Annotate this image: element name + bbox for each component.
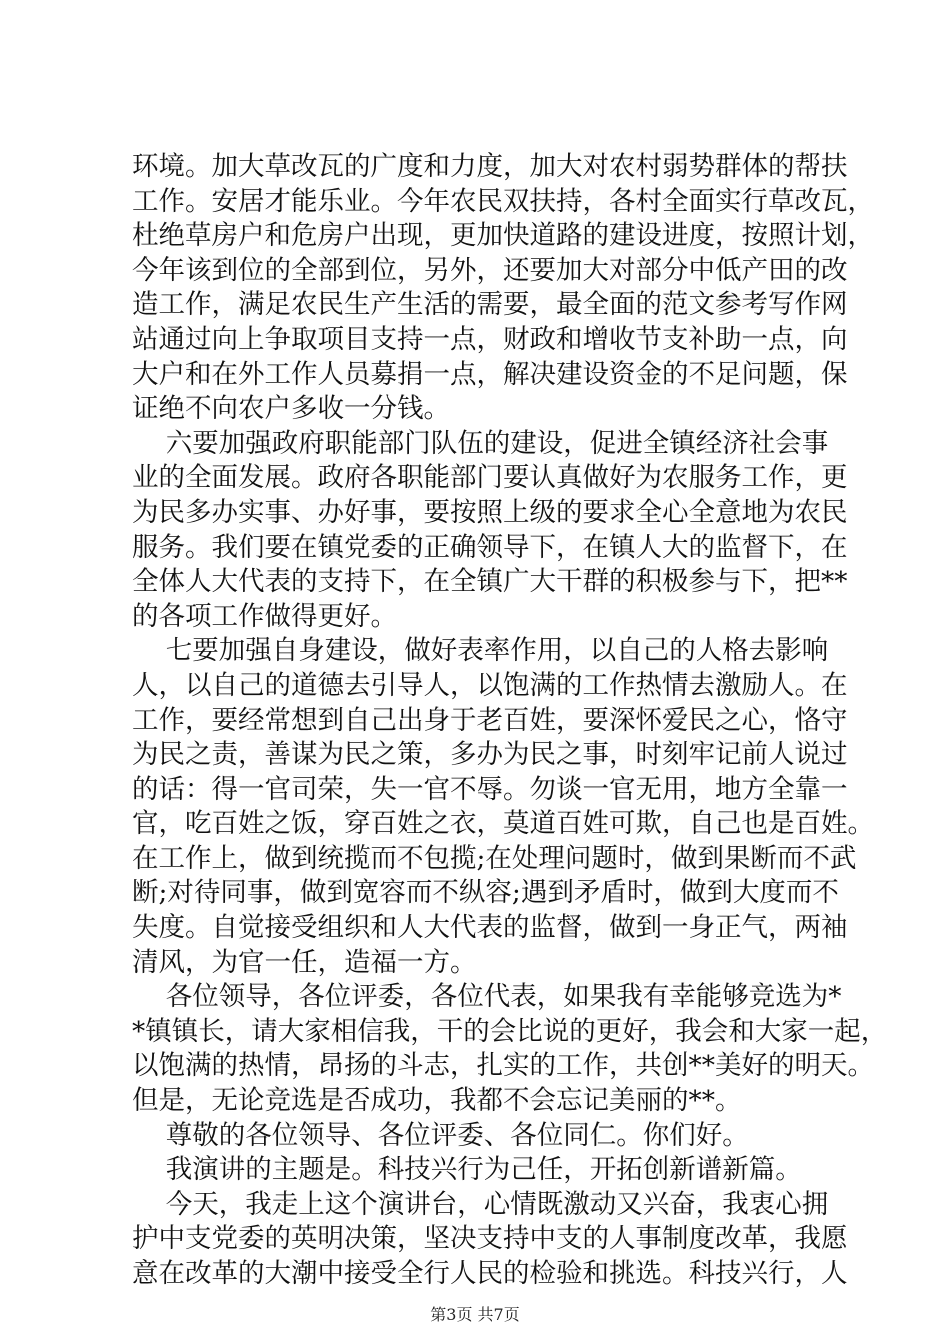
text-line: 造工作，满足农民生产生活的需要，最全面的范文参考写作网 — [132, 289, 848, 321]
text-line: 的话：得一官司荣，失一官不辱。勿谈一官无用，地方全靠一 — [132, 773, 848, 805]
text-line: 我演讲的主题是。科技兴行为己任，开拓创新谱新篇。 — [132, 1154, 802, 1186]
text-line: 证绝不向农户多收一分钱。 — [132, 393, 450, 425]
text-line: 工作。安居才能乐业。今年农民双扶持，各村全面实行草改瓦， — [132, 185, 874, 217]
text-line: 七要加强自身建设，做好表率作用，以自己的人格去影响 — [132, 635, 829, 667]
text-line: 工作，要经常想到自己出身于老百姓，要深怀爱民之心，恪守 — [132, 704, 848, 736]
text-line: 但是，无论竞选是否成功，我都不会忘记美丽的**。 — [132, 1085, 742, 1117]
text-line: 为民之责，善谋为民之策，多办为民之事，时刻牢记前人说过 — [132, 739, 848, 771]
text-line: 业的全面发展。政府各职能部门要认真做好为农服务工作，更 — [132, 462, 848, 494]
text-line: 为民多办实事、办好事，要按照上级的要求全心全意地为农民 — [132, 496, 848, 528]
text-line: 今年该到位的全部到位，另外，还要加大对部分中低产田的改 — [132, 254, 848, 286]
text-line: 站通过向上争取项目支持一点，财政和增收节支补助一点，向 — [132, 323, 848, 355]
text-line: 护中支党委的英明决策，坚决支持中支的人事制度改革，我愿 — [132, 1223, 848, 1255]
text-line: 六要加强政府职能部门队伍的建设，促进全镇经济社会事 — [132, 427, 829, 459]
text-line: 服务。我们要在镇党委的正确领导下，在镇人大的监督下，在 — [132, 531, 848, 563]
text-line: *镇镇长，请大家相信我，干的会比说的更好，我会和大家一起， — [132, 1015, 888, 1047]
text-line: 尊敬的各位领导、各位评委、各位同仁。你们好。 — [132, 1119, 749, 1151]
text-line: 清风，为官一任，造福一方。 — [132, 946, 477, 978]
text-line: 官，吃百姓之饭，穿百姓之衣，莫道百姓可欺，自己也是百姓。 — [132, 808, 874, 840]
text-line: 的各项工作做得更好。 — [132, 600, 397, 632]
text-line: 杜绝草房户和危房户出现，更加快道路的建设进度，按照计划， — [132, 220, 874, 252]
document-body — [132, 150, 888, 1292]
text-line: 断;对待同事，做到宽容而不纵容;遇到矛盾时，做到大度而不 — [132, 877, 839, 909]
text-line: 环境。加大草改瓦的广度和力度，加大对农村弱势群体的帮扶 — [132, 151, 848, 182]
text-line: 各位领导，各位评委，各位代表，如果我有幸能够竞选为* — [132, 981, 842, 1013]
text-line: 大户和在外工作人员募捐一点，解决建设资金的不足问题，保 — [132, 358, 848, 390]
text-line: 失度。自觉接受组织和人大代表的监督，做到一身正气，两袖 — [132, 912, 848, 944]
text-line: 以饱满的热情，昂扬的斗志，扎实的工作，共创**美好的明天。 — [132, 1050, 874, 1082]
text-line: 今天，我走上这个演讲台，心情既激动又兴奋，我衷心拥 — [132, 1188, 829, 1220]
text-line: 全体人大代表的支持下，在全镇广大干群的积极参与下，把** — [132, 566, 848, 598]
page-footer: 第3页 共7页 — [430, 1305, 520, 1324]
text-line: 在工作上，做到统揽而不包揽;在处理问题时，做到果断而不武 — [132, 842, 857, 874]
text-line: 意在改革的大潮中接受全行人民的检验和挑选。科技兴行，人 — [132, 1258, 848, 1289]
text-line: 人，以自己的道德去引导人，以饱满的工作热情去激励人。在 — [132, 669, 848, 701]
